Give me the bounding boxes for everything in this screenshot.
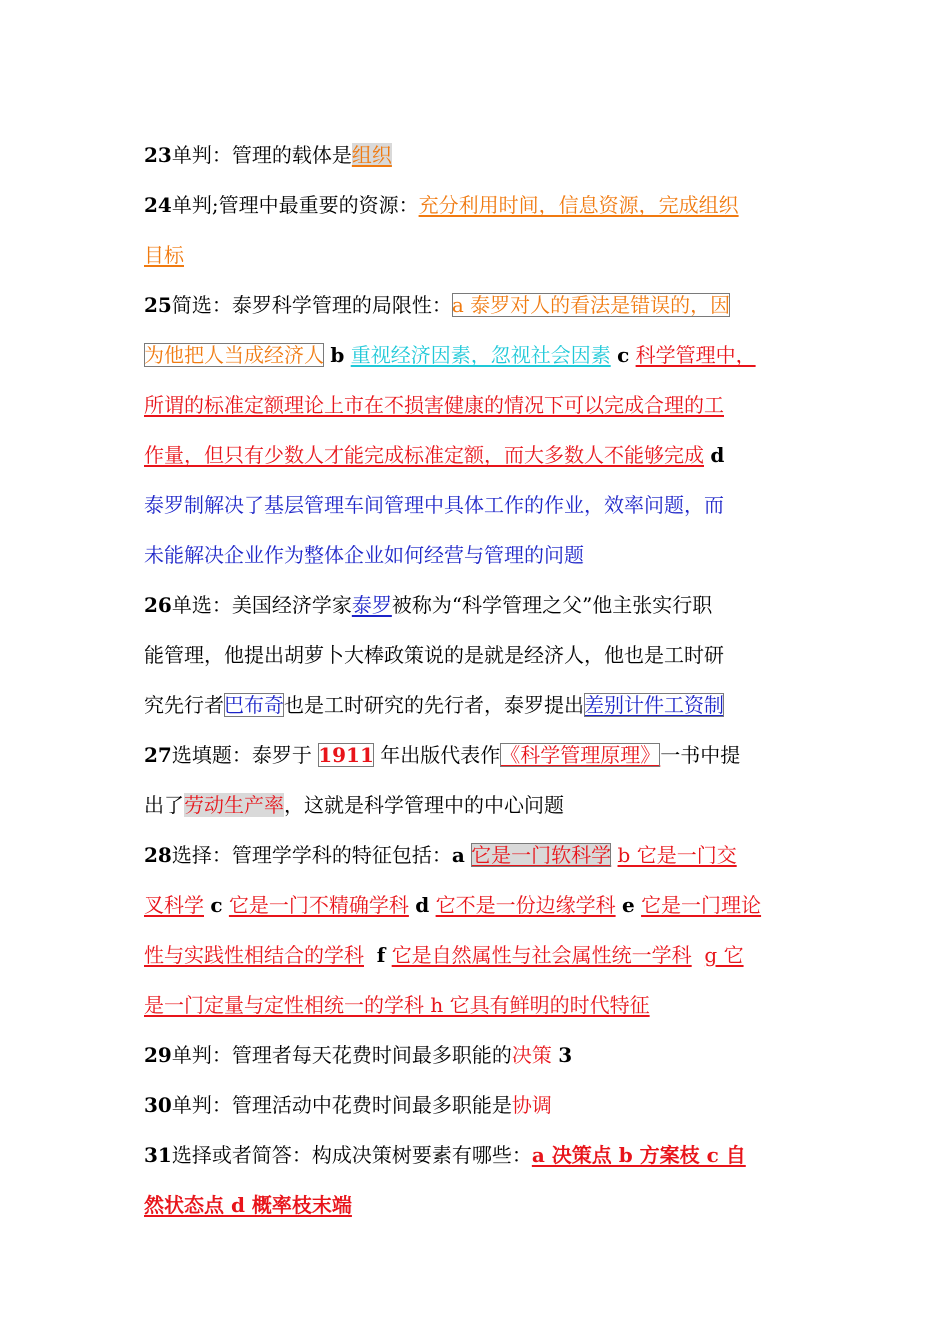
option-c-text: 所谓的标准定额理论上市在不损害健康的情况下可以完成合理的工 [144,393,724,417]
answer-text: 充分利用时间，信息资源，完成组织 [418,193,739,217]
question-stem: 能管理，他提出胡萝卜大棒政策说的是就是经济人，他也是工时研 [144,643,724,667]
question-30 [144,1080,816,1130]
option-a-text: a 泰罗对人的看法是错误的，因 [451,293,731,317]
question-stem: 单判：管理活动中花费时间最多职能是 [171,1093,512,1117]
answer-year: 1911 [318,743,374,767]
option-f-text: 它是自然属性与社会属性统一学科 [391,943,692,967]
question-28-cont3 [144,980,816,1030]
option-d-text: 它不是一份边缘学科 [435,893,616,917]
question-27-cont [144,780,816,830]
answer-text: 目标 [144,243,184,267]
question-28 [144,830,816,880]
option-a-letter: a [451,843,465,867]
question-stem: 一书中提 [660,743,741,767]
question-26 [144,580,816,630]
question-31 [144,1130,816,1180]
question-number: 25 [144,293,172,317]
option-c-text: 科学管理中， [635,343,756,367]
question-number: 30 [144,1093,172,1117]
question-stem: 单判：管理的载体是 [171,143,352,167]
question-24 [144,180,816,230]
trailing-number: 3 [558,1043,573,1067]
question-23 [144,130,816,180]
question-stem: 出了 [144,793,184,817]
question-29 [144,1030,816,1080]
question-stem: 被称为“科学管理之父”他主张实行职 [391,593,713,617]
option-e-letter: e [621,893,635,917]
question-28-cont1 [144,880,816,930]
document-page [144,130,816,1230]
question-28-cont2 [144,930,816,980]
option-c-letter: c [210,893,223,917]
question-number: 29 [144,1043,172,1067]
question-31-cont [144,1180,816,1230]
option-g-text: 是一门定量与定性相统一的学科 h 它具有鲜明的时代特征 [144,993,650,1017]
option-a-text: 为他把人当成经济人 [144,343,324,367]
question-number: 23 [144,143,172,167]
option-e-text: 它是一门理论 [641,893,762,917]
question-stem: ，这就是科学管理中的中心问题 [284,793,564,817]
answer-term: 差别计件工资制 [584,693,724,717]
question-24-cont [144,230,816,280]
answer-text: 协调 [511,1093,552,1117]
answer-text: 决策 [511,1043,552,1067]
question-26-cont2 [144,680,816,730]
option-c-letter: c [617,343,630,367]
option-c-text: 它是一门不精确学科 [228,893,409,917]
question-number: 28 [144,843,172,867]
question-25-cont5 [144,530,816,580]
option-d-text: 未能解决企业作为整体企业如何经营与管理的问题 [144,543,584,567]
option-b-text: b 它是一门交 [617,843,737,867]
option-e-text: 性与实践性相结合的学科 [144,943,364,967]
question-stem: 单判;管理中最重要的资源： [171,193,419,217]
question-number: 31 [144,1143,172,1167]
answer-text: 然状态点 d 概率枝末端 [144,1193,352,1217]
question-number: 27 [144,743,172,767]
question-stem: 年出版代表作 [380,743,501,767]
answer-name: 巴布奇 [224,693,284,717]
question-25-cont4 [144,480,816,530]
option-g-text: g 它 [704,943,744,967]
question-stem: 选择或者简答：构成决策树要素有哪些： [171,1143,532,1167]
question-25 [144,280,816,330]
option-b-text: 叉科学 [144,893,204,917]
option-a-text: 它是一门软科学 [471,843,612,867]
option-c-text: 作量，但只有少数人才能完成标准定额，而大多数人不能够完成 [144,443,704,467]
question-25-cont1 [144,330,816,380]
question-stem: 简选：泰罗科学管理的局限性： [171,293,452,317]
option-b-text: 重视经济因素，忽视社会因素 [350,343,611,367]
question-25-cont2 [144,380,816,430]
question-27 [144,730,816,780]
option-b-letter: b [330,343,345,367]
question-stem: 单判：管理者每天花费时间最多职能的 [171,1043,512,1067]
option-d-text: 泰罗制解决了基层管理车间管理中具体工作的作业，效率问题，而 [144,493,724,517]
question-25-cont3 [144,430,816,480]
option-f-letter: f [376,943,386,967]
question-stem: 单选：美国经济学家 [171,593,352,617]
question-stem: 选填题：泰罗于 [171,743,312,767]
question-number: 26 [144,593,172,617]
answer-highlight: 组织 [351,143,392,167]
question-number: 24 [144,193,172,217]
question-26-cont1 [144,630,816,680]
question-stem: 究先行者 [144,693,224,717]
option-d-letter: d [710,443,725,467]
answer-name: 泰罗 [351,593,392,617]
answer-text: a 决策点 b 方案枝 c 自 [531,1143,746,1167]
question-stem: 也是工时研究的先行者，泰罗提出 [284,693,584,717]
option-d-letter: d [415,893,430,917]
answer-book: 《科学管理原理》 [500,743,661,767]
question-stem: 选择：管理学学科的特征包括： [171,843,452,867]
answer-highlight: 劳动生产率 [184,793,284,817]
